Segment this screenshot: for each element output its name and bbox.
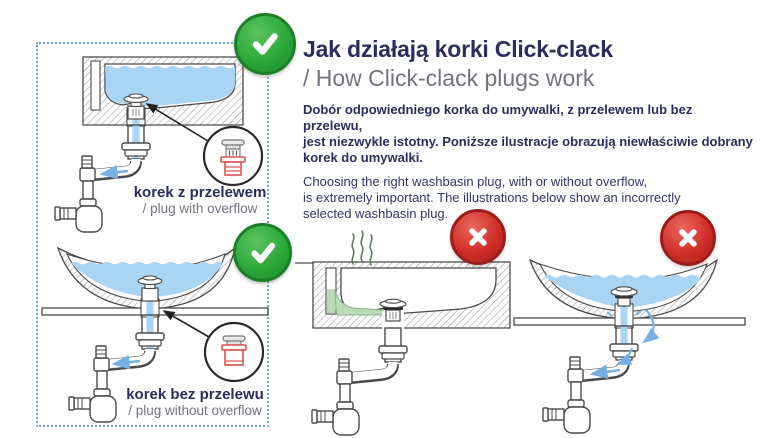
stagnant-water-pool <box>335 290 383 315</box>
stagnant-water-channel <box>327 289 335 313</box>
check-icon <box>234 13 296 75</box>
intro-paragraph-pl <box>303 102 755 166</box>
caption-pl: korek bez przelewu <box>126 386 264 403</box>
overflow-channel <box>91 61 100 110</box>
intro-en-line: Choosing the right washbasin plug, with or without overflow, <box>303 174 647 189</box>
diagram-wrong-plug-vessel-basin <box>512 218 762 438</box>
page-title: Jak działają korki Click-clack <box>303 36 613 62</box>
odor-lines <box>352 231 372 265</box>
basin-cross-section <box>83 57 243 125</box>
basin-cross-section <box>313 262 510 328</box>
click-clack-plug-open <box>138 276 162 301</box>
intro-en-line: is extremely important. The illustrations below show an incorrectly <box>303 190 681 205</box>
intro-pl-line: korek do umywalki. <box>303 150 423 165</box>
header <box>303 34 755 222</box>
caption-plug-with-overflow <box>105 184 295 217</box>
caption-pl: korek z przelewem <box>133 184 267 201</box>
caption-en: / plug without overflow <box>128 403 262 418</box>
magnifier-detail-without-overflow <box>164 311 263 381</box>
intro-pl-line: jest niezwykle istotny. Poniższe ilustracje obrazują niewłaściwie dobrany <box>303 134 753 149</box>
caption-plug-without-overflow <box>100 386 290 419</box>
intro-en-line: selected washbasin plug. <box>303 206 449 221</box>
click-clack-plug-open <box>124 94 148 119</box>
check-icon <box>233 223 292 282</box>
caption-en: / plug with overflow <box>142 201 258 216</box>
intro-pl-line: Dobór odpowiedniego korka do umywalki, z przelewem lub bez przelewu, <box>303 102 693 133</box>
page-subtitle: / How Click-clack plugs work <box>303 65 595 91</box>
drain-and-siphon <box>312 311 407 435</box>
x-icon <box>450 209 506 265</box>
x-icon <box>660 210 716 266</box>
